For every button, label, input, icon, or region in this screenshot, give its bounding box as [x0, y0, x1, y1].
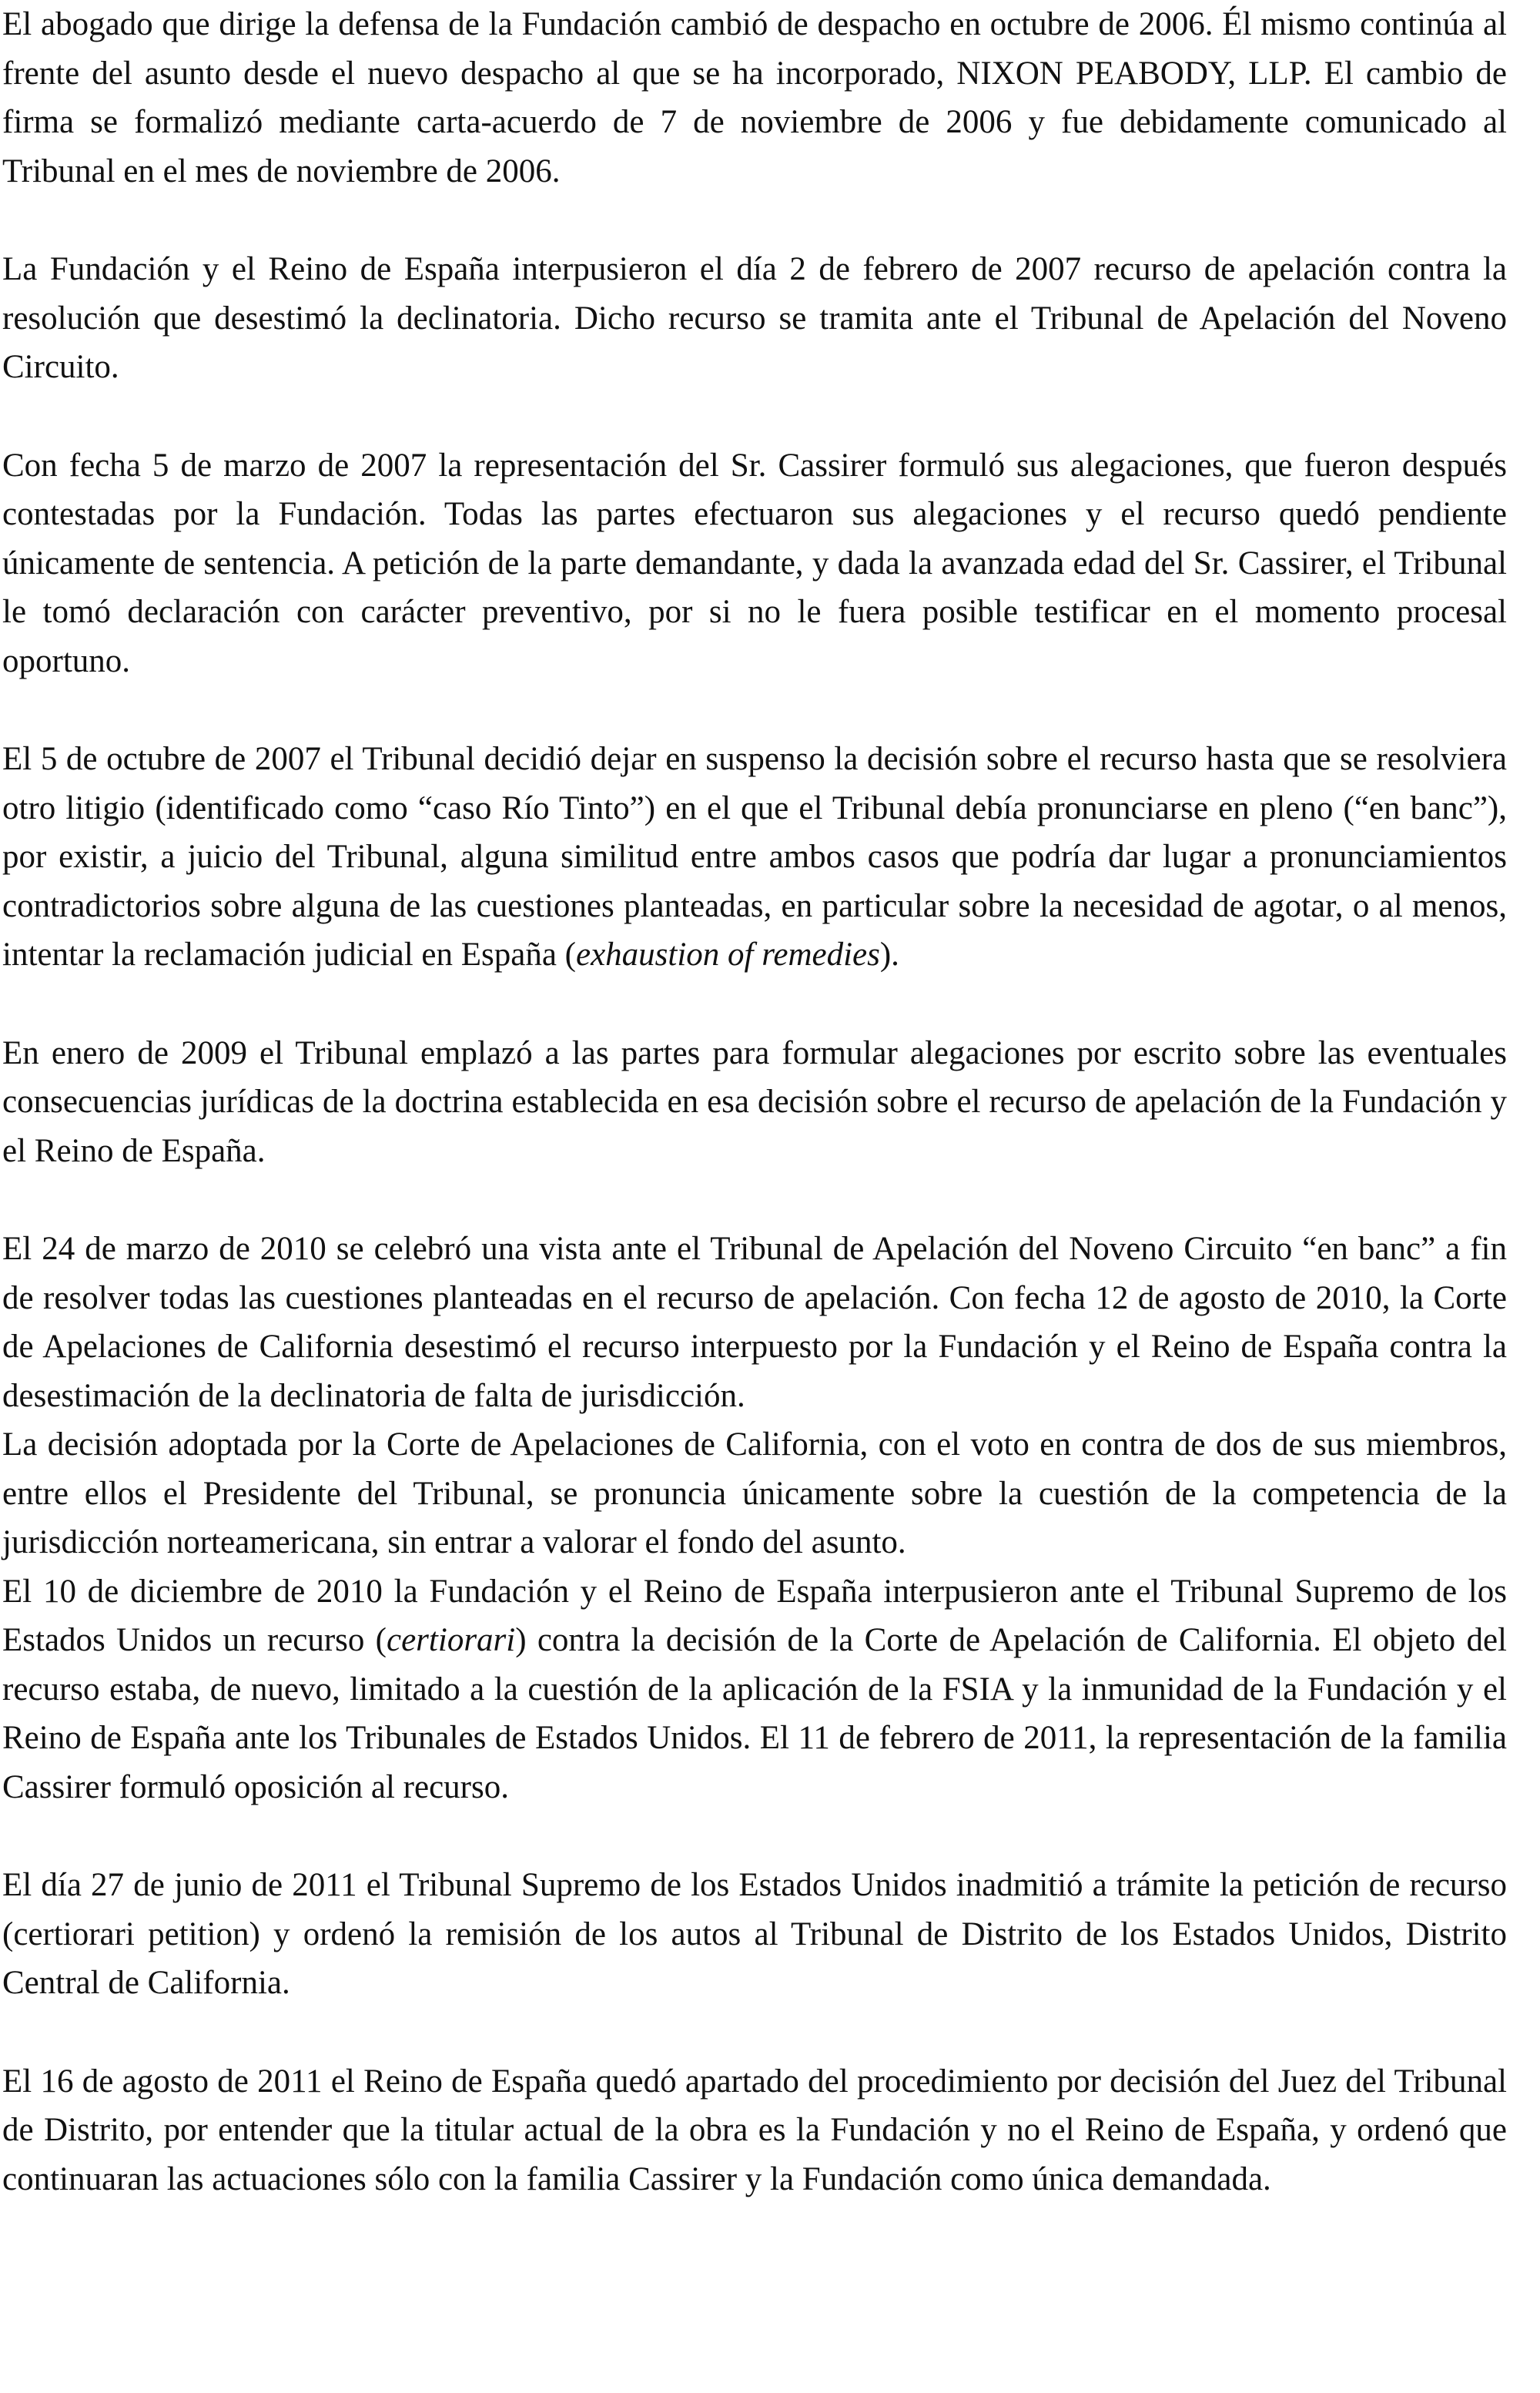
paragraph-8-text: El 10 de diciembre de 2010 la Fundación y el Reino de España interpusieron ante el Tribunal Supremo de los Estados Unidos un recurso (: [2, 1573, 1507, 1658]
paragraph-4-closing: ).: [879, 937, 899, 973]
paragraph-3: [2, 441, 1507, 686]
paragraph-1-text: El abogado que dirige la defensa de la Fundación cambió de despacho en octubre de 2006. Él mismo continúa al frente del asunto desde el nuevo despacho al que se ha incorporado, NIXON PEABODY, LLP. El cambio de firma se formalizó mediante carta-acuerdo de 7 de noviembre de 2006 y fue debidamente comunicado al Tribunal en el mes de noviembre de 2006.: [2, 6, 1507, 189]
paragraph-7-text: La decisión adoptada por la Corte de Apelaciones de California, con el voto en contra de dos de sus miembros, entre ellos el Presidente del Tribunal, se pronuncia únicamente sobre la cuestión de la competencia de la jurisdicción norteamericana, sin entrar a valorar el fondo del asunto.: [2, 1426, 1507, 1560]
document-body: [2, 0, 1507, 2204]
paragraph-4-text: El 5 de octubre de 2007 el Tribunal decidió dejar en suspenso la decisión sobre el recurso hasta que se resolviera otro litigio (identificado como “caso Río Tinto”) en el que el Tribunal debía pronunciarse en pleno (“en banc”), por existir, a juicio del Tribunal, alguna similitud entre ambos casos que podría dar lugar a pronunciamientos contradictorios sobre alguna de las cuestiones planteadas, en particular sobre la necesidad de agotar, o al menos, intentar la reclamación judicial en España (: [2, 741, 1507, 973]
paragraph-9-text: El día 27 de junio de 2011 el Tribunal Supremo de los Estados Unidos inadmitió a trámite la petición de recurso (certiorari petition) y ordenó la remisión de los autos al Tribunal de Distrito de los Estados Unidos, Distrito Central de California.: [2, 1867, 1507, 2001]
paragraph-2: [2, 245, 1507, 392]
paragraph-10: [2, 2057, 1507, 2204]
paragraph-4-italic-term: exhaustion of remedies: [575, 937, 880, 973]
paragraph-5: [2, 1029, 1507, 1176]
paragraph-1: [2, 0, 1507, 196]
paragraph-9: [2, 1861, 1507, 2008]
paragraph-8: [2, 1567, 1507, 1812]
paragraph-10-text: El 16 de agosto de 2011 el Reino de España quedó apartado del procedimiento por decisión del Juez del Tribunal de Distrito, por entender que la titular actual de la obra es la Fundación y no el Reino de España, y ordenó que continuaran las actuaciones sólo con la familia Cassirer y la Fundación como única demandada.: [2, 2063, 1507, 2197]
paragraph-3-text: Con fecha 5 de marzo de 2007 la representación del Sr. Cassirer formuló sus alegaciones, que fueron después contestadas por la Fundación. Todas las partes efectuaron sus alegaciones y el recurso quedó pendiente únicamente de sentencia. A petición de la parte demandante, y dada la avanzada edad del Sr. Cassirer, el Tribunal le tomó declaración con carácter preventivo, por si no le fuera posible testificar en el momento procesal oportuno.: [2, 447, 1507, 679]
paragraph-4: [2, 735, 1507, 980]
paragraph-6: [2, 1225, 1507, 1420]
paragraph-7: [2, 1420, 1507, 1567]
paragraph-5-text: En enero de 2009 el Tribunal emplazó a las partes para formular alegaciones por escrito sobre las eventuales consecuencias jurídicas de la doctrina establecida en esa decisión sobre el recurso de apelación de la Fundación y el Reino de España.: [2, 1034, 1507, 1169]
paragraph-2-text: La Fundación y el Reino de España interpusieron el día 2 de febrero de 2007 recurso de apelación contra la resolución que desestimó la declinatoria. Dicho recurso se tramita ante el Tribunal de Apelación del Noveno Circuito.: [2, 251, 1507, 385]
paragraph-8-italic-term: certiorari: [387, 1622, 516, 1658]
paragraph-6-text: El 24 de marzo de 2010 se celebró una vista ante el Tribunal de Apelación del Noveno Circuito “en banc” a fin de resolver todas las cuestiones planteadas en el recurso de apelación. Con fecha 12 de agosto de 2010, la Corte de Apelaciones de California desestimó el recurso interpuesto por la Fundación y el Reino de España contra la desestimación de la declinatoria de falta de jurisdicción.: [2, 1231, 1507, 1414]
paragraph-8-closing: ) contra la decisión de la Corte de Apelación de California. El objeto del recurso estaba, de nuevo, limitado a la cuestión de la aplicación de la FSIA y la inmunidad de la Fundación y el Reino de España ante los Tribunales de Estados Unidos. El 11 de febrero de 2011, la representación de la familia Cassirer formuló oposición al recurso.: [2, 1622, 1507, 1805]
